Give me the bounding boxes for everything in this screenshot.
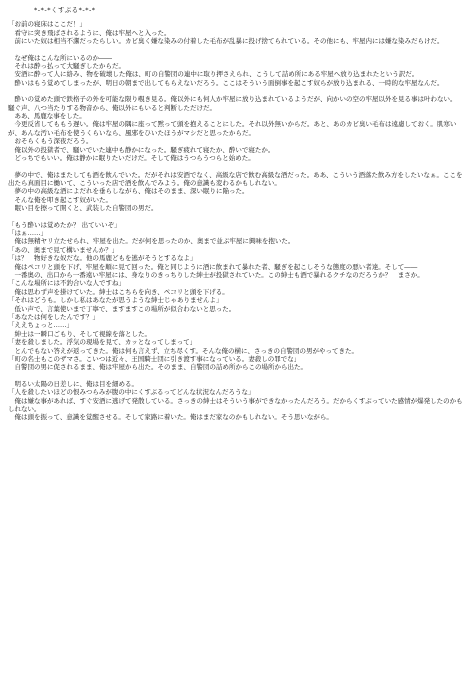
text-line: 「もう酔いは覚めたか？ 出ていいぞ」	[8, 220, 121, 229]
text-line: 夢の中で、俺はまたしても酒を飲んでいた。だがそれは安酒でなく、高級な店で飲む高級な酒だった。ああ、こういう酒落た飲み方をしたいなぁ。ここを出たら真面目に働いて、こういった店で酒を飲んでみよう。俺の意識も変わるかもしれない。	[8, 170, 463, 187]
text-line: 俺以外の投獄者で、騒いでいた連中も静かになった。騒ぎ疲れて寝たか、酔いで寝たか。	[8, 145, 275, 154]
text-line: 「こんな場所には不釣合いな人ですね」	[8, 279, 125, 288]
text-line: 騒ぐ声、八つ当たりする物音から、俺以外にもいると判断しただけだ。	[8, 103, 216, 112]
text-line: とんでもない答えが返ってきた。俺は何も言えず、立ち尽くす。そんな俺の横に、さっきの自警団の男がやってきた。	[8, 346, 358, 355]
text-line: 「町の名士もこのザマさ。こいつは近々、王国騎士団に引き渡す事になっている。妻殺しの罪でな」	[8, 355, 301, 364]
text-line: 「はぁ……」	[8, 228, 47, 237]
text-line: 俺はペコリと頭を下げ、牢屋を順に見て回った。俺と同じように酒に飲まれて暴れた者、騒ぎを起こしそうな態度の悪い者達。そして――	[8, 262, 418, 271]
document-title: *-*-*くすぶる*-*-*	[34, 6, 96, 14]
paragraph-block	[8, 380, 468, 422]
text-line: 「人を殺したいほどの恨みつらみが腹の中にくすぶるってどんな状況なんだろうな」	[8, 388, 255, 397]
paragraph-block	[8, 221, 468, 372]
text-line: 眠い目を擦って開くと、武装した自警団の男だ。	[8, 204, 158, 213]
paragraph-gap	[8, 372, 468, 380]
paragraph-block	[8, 95, 468, 162]
paragraph-block	[8, 171, 468, 213]
paragraph-gap	[8, 163, 468, 171]
text-line: 酔いの覚めた頭で鉄格子の外を可能な限り覗き見る。俺以外にも何人か牢屋に放り込まれているようだが、向かいの空の牢屋以外を見る事は叶わない。	[8, 95, 457, 104]
text-line: 「妻を殺しました。浮気の現場を見て、カッとなってしまって」	[8, 338, 197, 347]
text-line: どっちでもいい。俺は静かに眠りたいだけだ。そして俺はうつらうつらと始めた。	[8, 154, 255, 163]
text-line: 今更反省してももう遅い。俺は牢屋の隅に座って黙って頭を抱えることにした。それ以外無いからだ。あと、あのカビ臭い毛布は遠慮しておく。肌寒いが、あんな汚い毛布を使うくらいなら、風邪をひいたほうがマシだと思ったからだ。	[8, 120, 457, 137]
text-line: 安酒に酔って人に絡み、物を破壊した俺は、町の自警団の連中に取り押さえられ、こうして詰め所にある牢屋へ放り込まれたという訳だ。	[8, 70, 419, 79]
text-line: 自警団の男に促されるまま、俺は牢屋から出た。そのまま、自警団の詰め所からこの場所から出た。	[8, 363, 307, 372]
text-line: 俺は頭を振って、意識を覚醒させる。そして家路に着いた。俺はまだ家なのかもしれない。そう思いながら。	[8, 413, 333, 422]
text-line: 俺は思わず声を掛けていた。紳士はこちらを向き、ペコリと頭を下げる。	[8, 287, 229, 296]
text-line: 俺は無精ヤリ立たせられ、牢屋を出た。だが何を思ったのか、奥まで並ぶ牢屋に興味を抱いた。	[8, 237, 295, 246]
text-line: ああ、馬鹿な事をした。	[8, 112, 86, 121]
text-line: そんな俺を叩き起こす奴がいた。	[8, 195, 112, 204]
text-line: 紳士は一瞬口ごもり、そして視線を落とした。	[8, 329, 151, 338]
text-line: 前にいた奴は相当不潔だったらしい。カビ臭く嫌な染みの付着した毛布が乱暴に投げ捨てられている。その他にも、牢屋内には嫌な染みだらけだ。	[8, 37, 444, 46]
paragraph-gap	[8, 87, 468, 95]
text-line: 一番奥の、出口から一番遠い牢屋には、身なりのきっちりした紳士が投獄されていた。この紳士も酒で暴れるクチなのだろうか？ まさか。	[8, 270, 424, 279]
text-line: 低い声で、言葉使いまで丁寧で、ますますこの場所が似合わないと思った。	[8, 304, 236, 313]
text-line: 酔いはもう覚めてしまったが、明日の朝まで出してもらえないだろう。ここはそういう面倒事を起こす奴らが放り込まれる、一時的な牢屋なんだ。	[8, 78, 444, 87]
text-line: 「それはどうも。しかし私はあなたが思うような紳士じゃありませんよ」	[8, 296, 223, 305]
text-line: なぜ俺はこんな所にいるのか――	[8, 53, 112, 62]
document-body	[8, 20, 468, 421]
paragraph-gap	[8, 46, 468, 54]
text-line: それは酔っ払って大騒ぎしたからだ。	[8, 62, 125, 71]
text-line: 「は？ 物好きな奴だな。他の馬鹿どもを逃がそうとするなよ」	[8, 254, 197, 263]
text-line: 「あの、奥まで見て構いませんか？」	[8, 245, 119, 254]
text-line: 明るい太陽の日差しに、俺は目を細める。	[8, 379, 138, 388]
text-line: 夢の中の高級な酒によだれを垂らしながら、俺はそのまま、深い眠りに陥った。	[8, 187, 249, 196]
text-line: おそらくもう深夜だろう。	[8, 137, 93, 146]
text-line: 「ええちょっと……」	[8, 321, 73, 330]
paragraph-gap	[8, 213, 468, 221]
text-line: 俺は嫌な事があれば、すぐ安酒に逃げて発散している。さっきの紳士はそういう事ができなかったんだろう。だからくすぶっていた感情が爆発したのかもしれない。	[8, 396, 463, 414]
paragraph-block	[8, 54, 468, 88]
text-line: 「お前の寝床はここだ！」	[8, 20, 86, 29]
paragraph-block	[8, 20, 468, 45]
text-line: 「あなたは何をしたんです？」	[8, 313, 99, 321]
text-line: 看守に突き飛ばされるように、俺は牢屋へと入った。	[8, 28, 171, 37]
